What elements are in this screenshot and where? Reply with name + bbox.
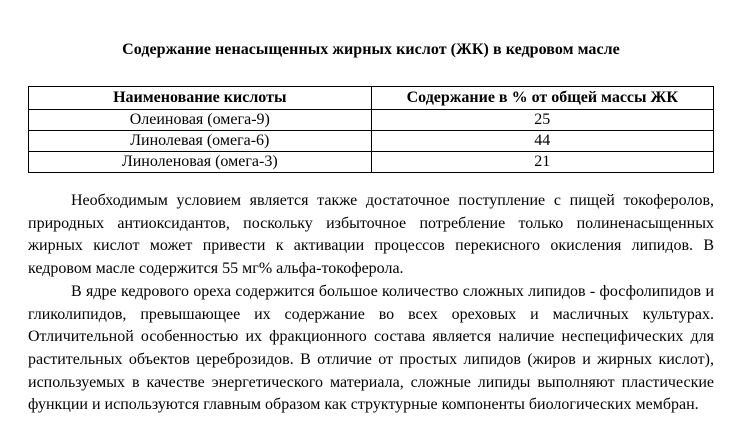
acid-name-cell: Линолевая (омега-6)	[29, 131, 372, 152]
table-row	[29, 110, 714, 131]
acid-name-cell: Линоленовая (омега-3)	[29, 152, 372, 173]
table-header-row	[29, 87, 714, 110]
table-row	[29, 152, 714, 173]
table-row	[29, 131, 714, 152]
acid-value-cell: 21	[371, 152, 713, 173]
acid-name-cell: Олеиновая (омега-9)	[29, 110, 372, 131]
acid-value-cell: 44	[371, 131, 713, 152]
table-title: Содержание ненасыщенных жирных кислот (ЖК) в кедровом масле	[122, 41, 620, 58]
body-text	[28, 190, 714, 417]
header-acid-name: Наименование кислоты	[29, 87, 372, 110]
fatty-acids-table	[28, 86, 714, 173]
paragraph-complex-lipids: В ядре кедрового ореха содержится большое количество сложных липидов - фосфолипидов и гликолипидов, превышающее их содержание во всех ореховых и масличных культурах. Отличительной особенностью их фракционного состава является наличие неспецифических для растительных объектов цереброзидов. В отличие от простых липидов (жиров и жирных кислот), используемых в качестве энергетического материала, сложные липиды выполняют пластические функции и используются главным образом как структурные компоненты биологических мембран.	[28, 282, 714, 414]
acid-value-cell: 25	[371, 110, 713, 131]
paragraph-tocopherols: Необходимым условием является также достаточное поступление с пищей токоферолов, природных антиоксидантов, поскольку избыточное потребление только полиненасыщенных жирных кислот может привести к активации процессов перекисного окисления липидов. В кедровом масле содержится 55 мг% альфа-токоферола.	[28, 192, 714, 278]
header-content-percent: Содержание в % от общей массы ЖК	[371, 87, 713, 110]
